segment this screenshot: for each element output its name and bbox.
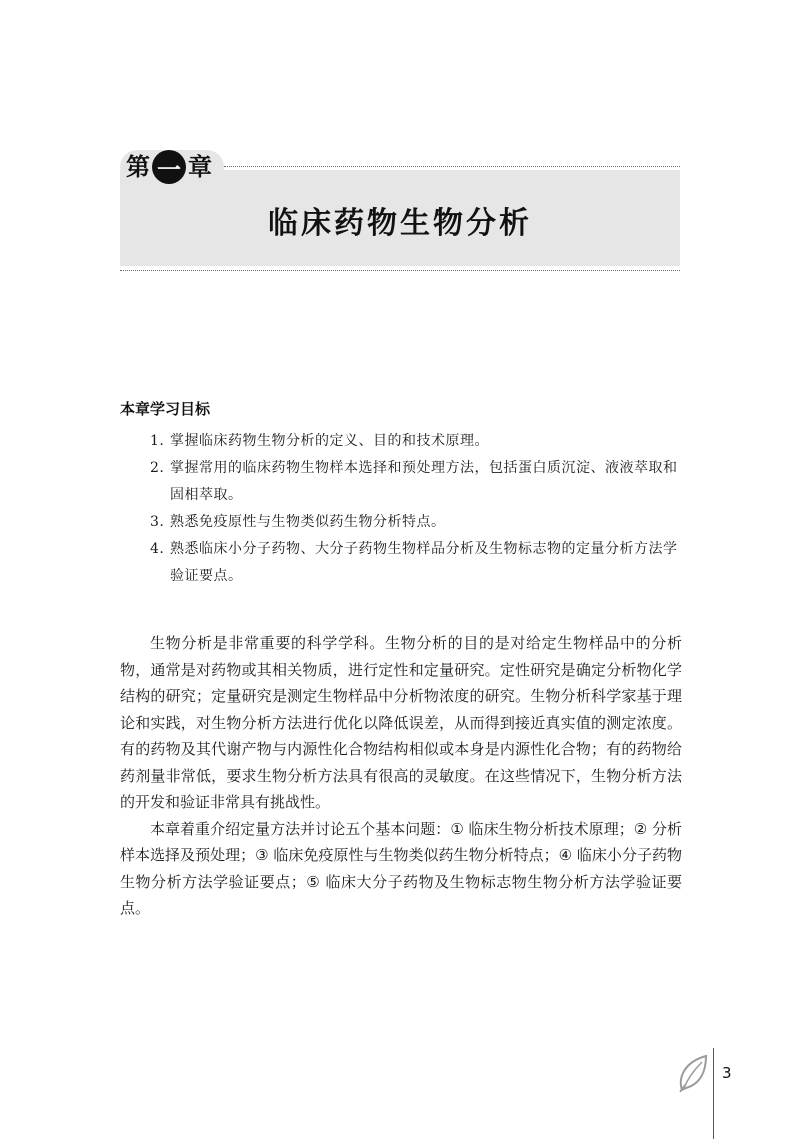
body-text: [120, 630, 682, 922]
footer-divider: [713, 1048, 714, 1139]
leaf-icon: [676, 1054, 710, 1094]
body-paragraph: 本章着重介绍定量方法并讨论五个基本问题：① 临床生物分析技术原理；② 分析样本选择及预处理；③ 临床免疫原性与生物类似药生物分析特点；④ 临床小分子药物生物分析方法学验证要点；⑤ 临床大分子药物及生物标志物生物分析方法学验证要点。: [120, 819, 682, 917]
chapter-title: 临床药物生物分析: [268, 206, 532, 241]
dotted-rule-bottom: [120, 270, 680, 271]
objectives-list: [150, 428, 682, 590]
objective-number: 1.: [150, 433, 165, 449]
objective-number: 3.: [150, 514, 165, 530]
page-number: 3: [722, 1064, 732, 1082]
objective-text: 熟悉临床小分子药物、大分子药物生物样品分析及生物标志物的定量分析方法学验证要点。: [170, 541, 678, 584]
dotted-rule-top: [224, 166, 680, 167]
objectives-heading: 本章学习目标: [120, 400, 211, 418]
objective-item: [150, 428, 682, 455]
objective-item: [150, 536, 682, 590]
chapter-badge-suffix: 章: [188, 153, 212, 181]
objective-text: 熟悉免疫原性与生物类似药生物分析特点。: [170, 514, 446, 530]
body-paragraph: 生物分析是非常重要的科学学科。生物分析的目的是对给定生物样品中的分析物，通常是对药物或其相关物质，进行定性和定量研究。定性研究是确定分析物化学结构的研究；定量研究是测定生物样品中分析物浓度的研究。生物分析科学家基于理论和实践，对生物分析方法进行优化以降低误差，从而得到接近真实值的测定浓度。有的药物及其代谢产物与内源性化合物结构相似或本身是内源性化合物；有的药物给药剂量非常低，要求生物分析方法具有很高的灵敏度。在这些情况下，生物分析方法的开发和验证非常具有挑战性。: [120, 634, 682, 811]
chapter-header: [120, 148, 680, 272]
chapter-badge-number: 一: [152, 150, 186, 184]
objective-number: 2.: [150, 460, 165, 476]
objective-number: 4.: [150, 541, 165, 557]
objective-item: [150, 509, 682, 536]
objective-item: [150, 455, 682, 509]
chapter-badge: [120, 150, 212, 184]
objective-text: 掌握常用的临床药物生物样本选择和预处理方法，包括蛋白质沉淀、液液萃取和固相萃取。: [170, 460, 678, 503]
chapter-badge-prefix: 第: [126, 153, 150, 181]
objective-text: 掌握临床药物生物分析的定义、目的和技术原理。: [170, 433, 489, 449]
